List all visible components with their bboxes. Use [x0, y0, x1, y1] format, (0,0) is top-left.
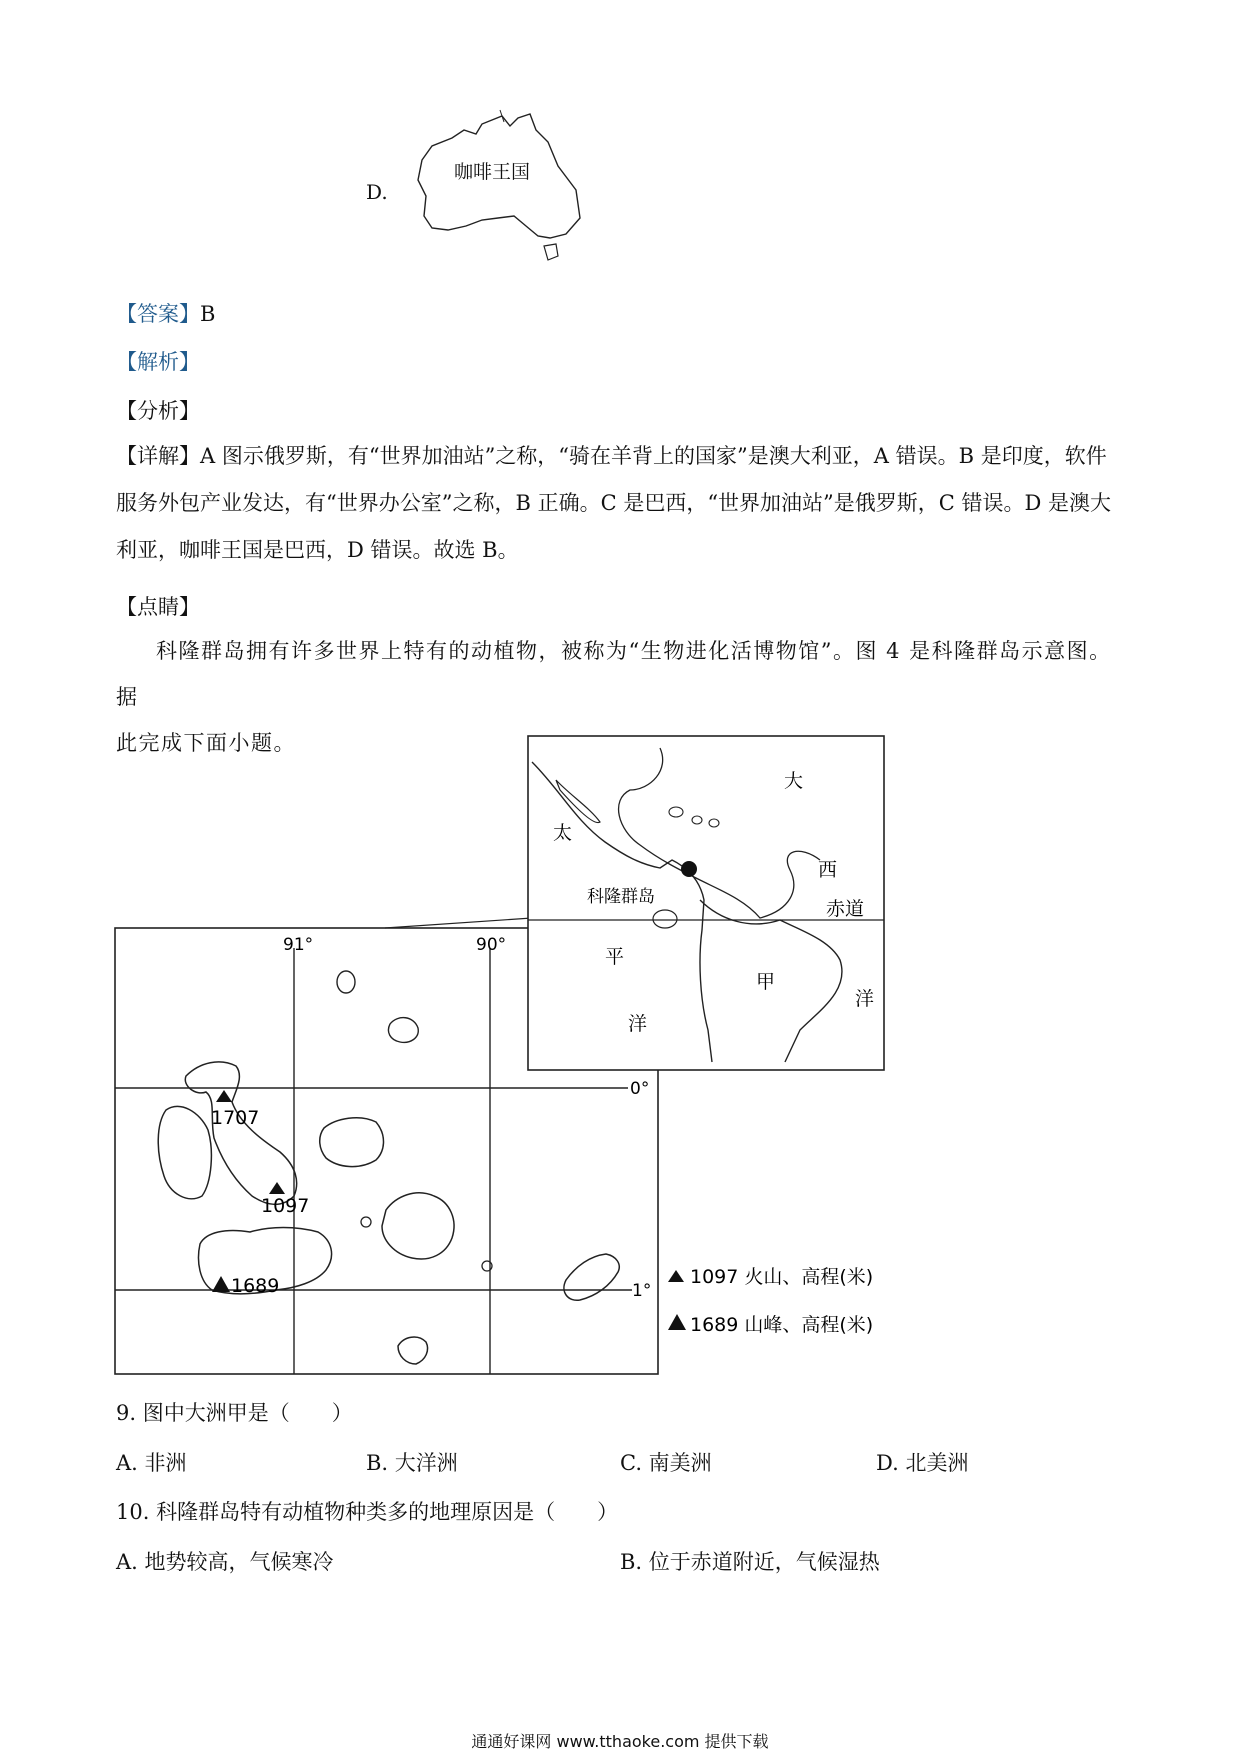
fenxi-tag: 【分析】: [116, 399, 200, 423]
q9-option-c[interactable]: C. 南美洲: [620, 1451, 712, 1475]
lon-90-label: 90°: [476, 935, 507, 955]
legend-volcano-icon: [668, 1270, 684, 1282]
q10-option-b[interactable]: B. 位于赤道附近，气候湿热: [620, 1550, 880, 1574]
q9-option-d[interactable]: D. 北美洲: [876, 1451, 969, 1475]
inset-label-tai: 太: [553, 822, 573, 844]
inset-label-xi: 西: [818, 859, 838, 881]
inset-label-ping: 平: [605, 946, 625, 968]
inset-label-yang-east: 洋: [855, 988, 875, 1010]
inset-label-jia: 甲: [756, 971, 776, 993]
detail-line-1: A 图示俄罗斯，有“世界加油站”之称，“骑在羊背上的国家”是澳大利亚，A 错误。B 是印度，软件: [200, 444, 1107, 468]
legend-peak-icon: [668, 1314, 686, 1330]
inset-label-islands: 科隆群岛: [587, 887, 655, 907]
intro-line-2: 此完成下面小题。: [116, 731, 296, 755]
q9-option-a[interactable]: A. 非洲: [116, 1451, 187, 1475]
coffee-kingdom-label: 咖啡王国: [454, 161, 531, 183]
q10-option-a[interactable]: A. 地势较高，气候寒冷: [116, 1550, 334, 1574]
answer-tag: 【答案】: [116, 302, 200, 326]
lat-0-label: 0°: [630, 1079, 650, 1099]
intro-line-1: 科隆群岛拥有许多世界上特有的动植物，被称为“生物进化活博物馆”。图 4 是科隆群岛示意图。据: [116, 639, 1112, 709]
q9-option-b[interactable]: B. 大洋洲: [366, 1451, 458, 1475]
elev-1097-label: 1097: [261, 1195, 310, 1217]
q9-stem: 9. 图中大洲甲是（ ）: [116, 1401, 353, 1425]
lat-1-label: 1°: [632, 1281, 652, 1301]
inset-label-chidao: 赤道: [826, 898, 865, 920]
option-d-label: D.: [366, 180, 388, 204]
elev-1689-label: 1689: [231, 1275, 280, 1297]
footer-source: 通通好课网 www.tthaoke.com 提供下载: [471, 1732, 769, 1751]
lon-91-label: 91°: [283, 935, 314, 955]
answer-value: B: [200, 302, 216, 326]
detail-tag: 【详解】: [116, 444, 200, 468]
inset-location-dot: [681, 861, 697, 877]
dianjing-tag: 【点睛】: [116, 595, 200, 619]
q10-stem: 10. 科隆群岛特有动植物种类多的地理原因是（ ）: [116, 1500, 619, 1524]
inset-label-da: 大: [784, 770, 804, 792]
inset-label-yang-west: 洋: [628, 1013, 648, 1035]
detail-line-2: 服务外包产业发达，有“世界办公室”之称，B 正确。C 是巴西，“世界加油站”是俄罗斯，C 错误。D 是澳大: [116, 491, 1112, 515]
analysis-tag: 【解析】: [116, 350, 200, 374]
detail-line-3: 利亚，咖啡王国是巴西，D 错误。故选 B。: [116, 538, 519, 562]
legend-volcano-text: 1097 火山、高程(米): [690, 1266, 874, 1288]
legend-peak-text: 1689 山峰、高程(米): [690, 1314, 874, 1336]
elev-1707-label: 1707: [211, 1107, 260, 1129]
